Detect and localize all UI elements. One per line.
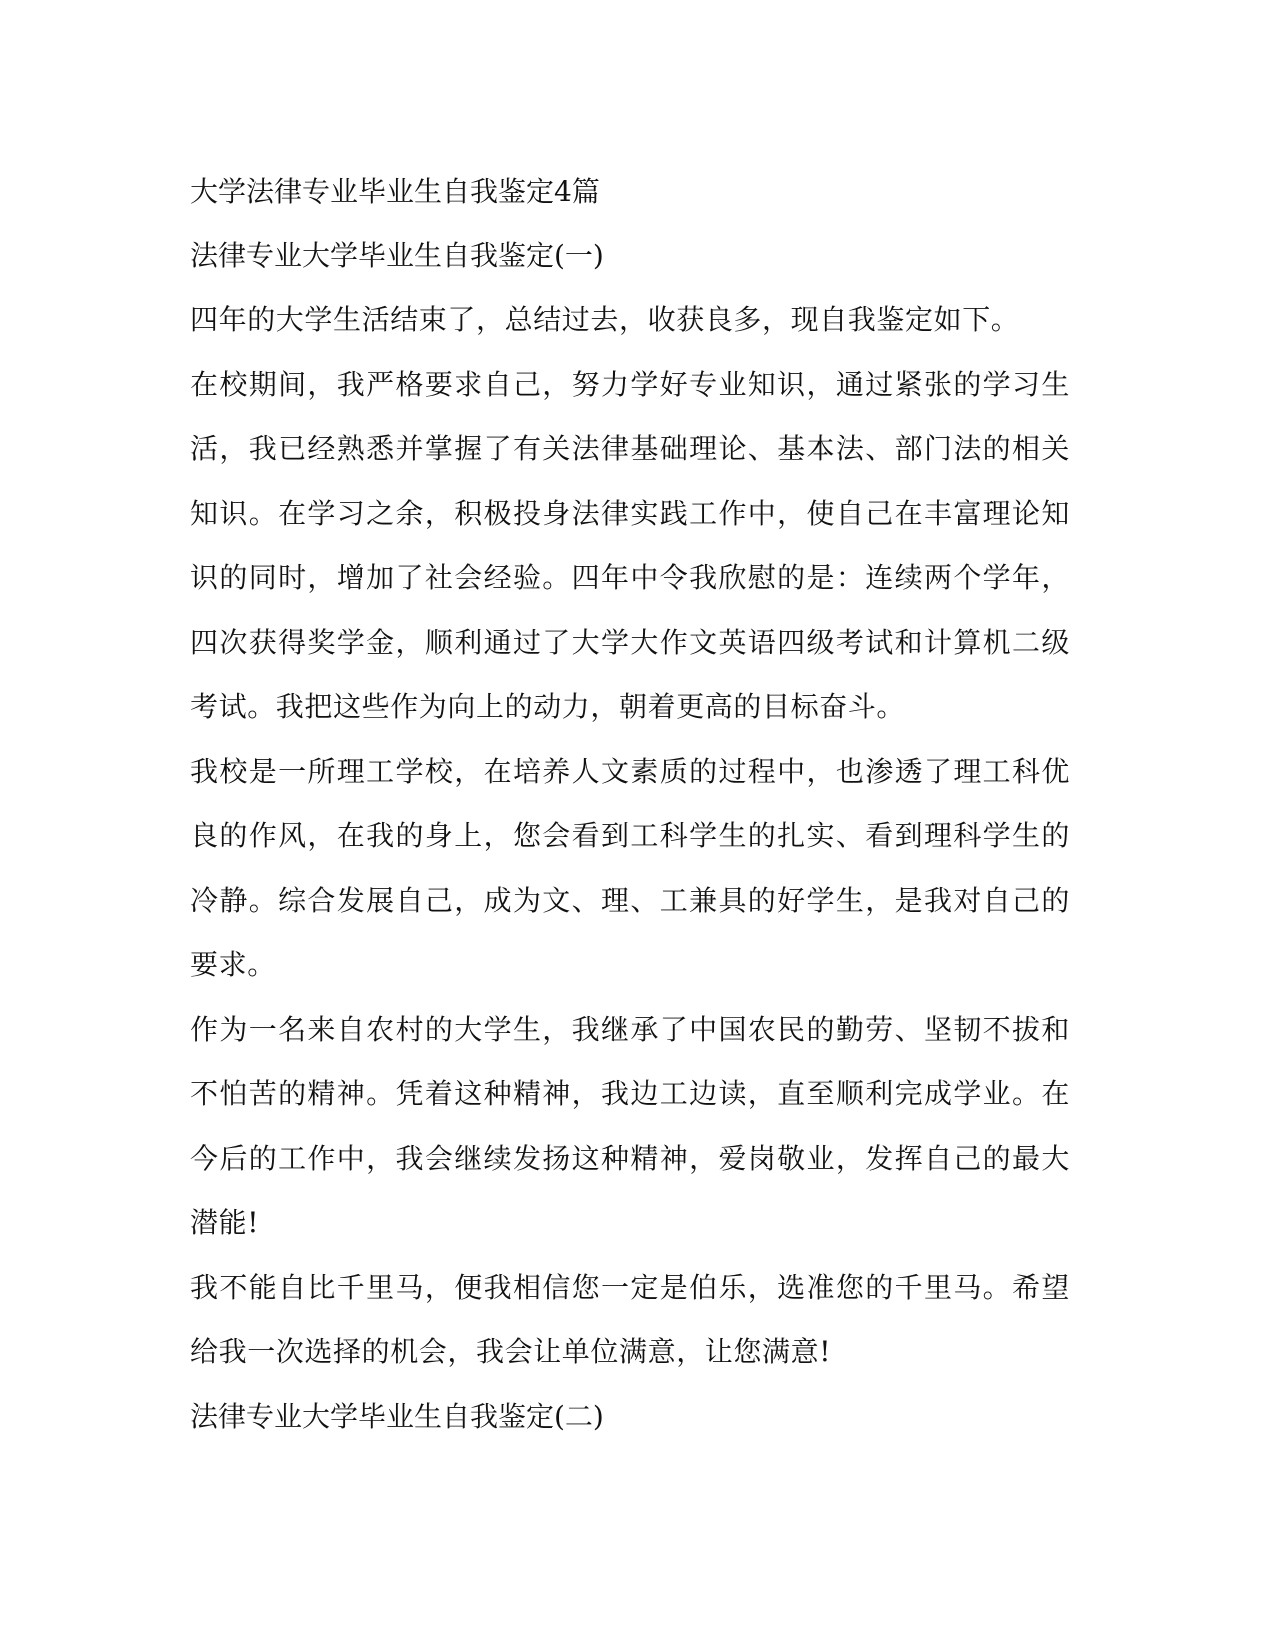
paragraph-closing: 我不能自比千里马，便我相信您一定是伯乐，选准您的千里马。希望给我一次选择的机会，我会让单位满意，让您满意! xyxy=(190,1270,1070,1368)
paragraph-intro: 四年的大学生活结束了，总结过去，收获良多，现自我鉴定如下。 xyxy=(190,303,1020,336)
document-title: 大学法律专业毕业生自我鉴定4篇 xyxy=(190,175,600,208)
paragraph-spirit: 作为一名来自农村的大学生，我继承了中国农民的勤劳、坚韧不拔和不怕苦的精神。凭着这种精神，我边工边读，直至顺利完成学业。在今后的工作中，我会继续发扬这种精神，爱岗敬业，发挥自己的最大潜能! xyxy=(190,1012,1070,1239)
section-heading-1: 法律专业大学毕业生自我鉴定(一) xyxy=(190,239,604,272)
section-heading-2: 法律专业大学毕业生自我鉴定(二) xyxy=(190,1399,604,1433)
paragraph-study: 在校期间，我严格要求自己，努力学好专业知识，通过紧张的学习生活，我已经熟悉并掌握了有关法律基础理论、基本法、部门法的相关知识。在学习之余，积极投身法律实践工作中，使自己在丰富理论知识的同时，增加了社会经验。四年中令我欣慰的是：连续两个学年，四次获得奖学金，顺利通过了大学大作文英语四级考试和计算机二级考试。我把这些作为向上的动力，朝着更高的目标奋斗。 xyxy=(190,367,1070,723)
paragraph-school: 我校是一所理工学校，在培养人文素质的过程中，也渗透了理工科优良的作风，在我的身上，您会看到工科学生的扎实、看到理科学生的冷静。综合发展自己，成为文、理、工兼具的好学生，是我对自己的要求。 xyxy=(190,754,1070,981)
document-body xyxy=(190,160,1070,1449)
